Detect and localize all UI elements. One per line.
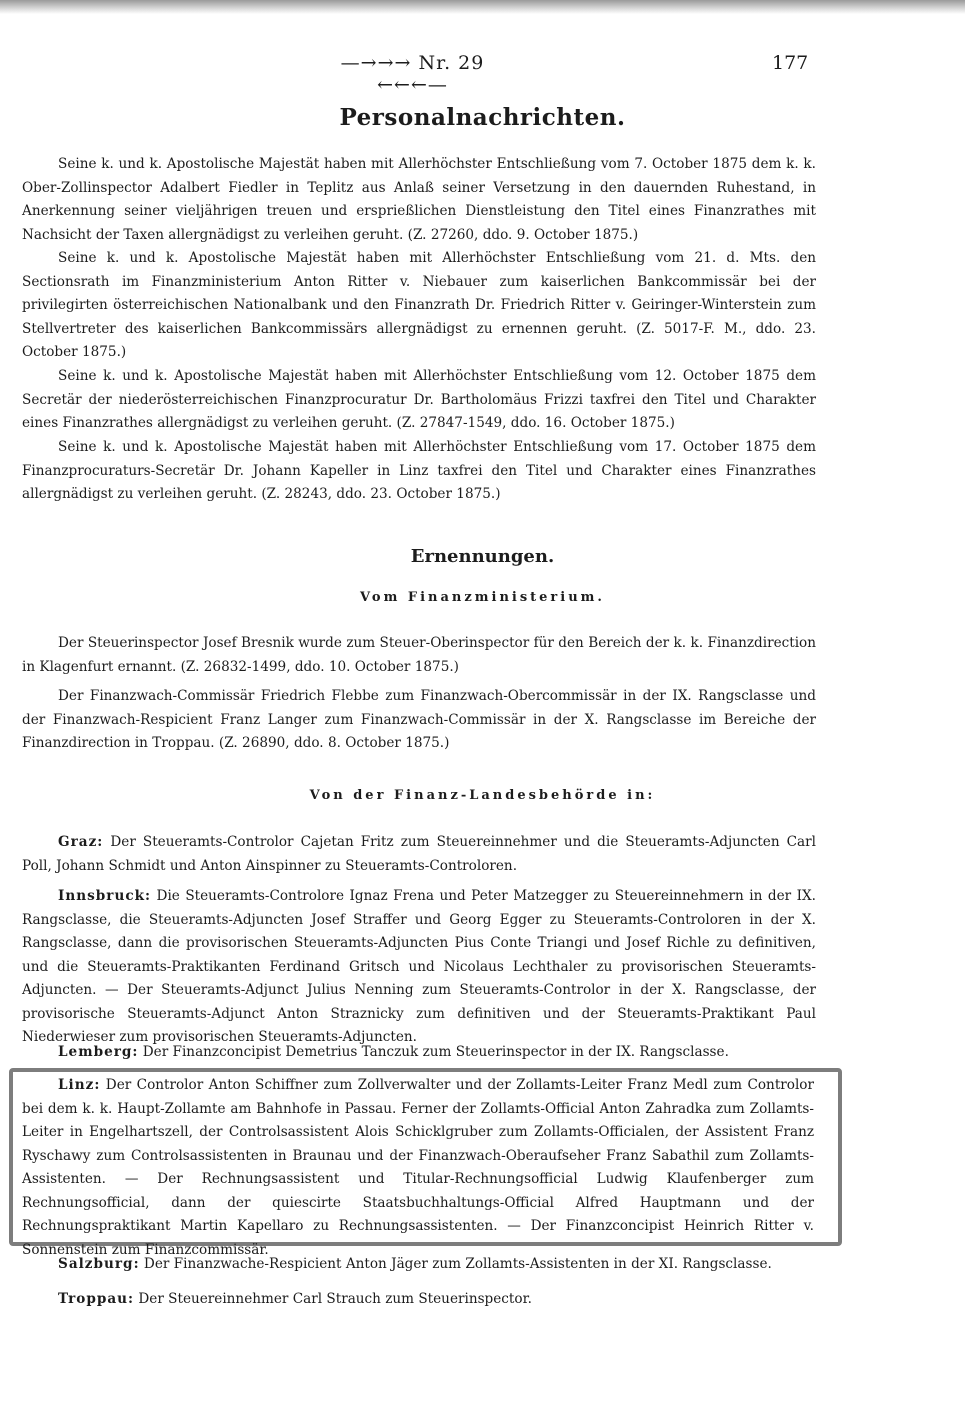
regional-entry-graz <box>22 831 816 878</box>
scan-edge <box>0 0 965 14</box>
personal-notice-2: Seine k. und k. Apostolische Majestät haben mit Allerhöchster Entschließung vom 21. d. Mts. den Sectionsrath im Finanzministerium Anton Ritter v. Niebauer zum kaiserlichen Bankcommissär bei der privilegirten österreichischen Nationalbank und den Finanzrath Dr. Friedrich Ritter v. Geiringer-Winterstein zum Stellvertreter des kaiserlichen Bankcommissärs allergnädigst zu ernennen geruht. (Z. 5017-F. M., ddo. 23. October 1875.) <box>22 250 816 360</box>
regional-heading: Von der Finanz-Landesbehörde in: <box>309 788 656 803</box>
personal-notice-3: Seine k. und k. Apostolische Majestät haben mit Allerhöchster Entschließung vom 12. October 1875 dem Secretär der niederösterreichischen Finanzprocuratur Dr. Bartholomäus Frizzi taxfrei den Titel und Charakter eines Finanzrathes allergnädigst zu verleihen geruht. (Z. 27847-1549, ddo. 16. October 1875.) <box>22 368 816 431</box>
appointments-heading: Ernennungen. <box>410 546 555 567</box>
ministry-entry-2: Der Finanzwach-Commissär Friedrich Flebbe zum Finanzwach-Obercommissär in der IX. Rangsclasse und der Finanzwach-Respicient Franz Langer zum Finanzwach-Commissär in der X. Rangsclasse im Bereiche der Finanzdirection in Troppau. (Z. 26890, ddo. 8. October 1875.) <box>22 688 816 751</box>
page-title: Personalnachrichten. <box>339 104 626 131</box>
entry-text: Der Controlor Anton Schiffner zum Zollverwalter und der Zollamts-Leiter Franz Medl zum Controlor bei dem k. k. Haupt-Zollamte am Bahnhofe in Passau. Ferner der Zollamts-Official Anton Zahradka zum Zollamts-Leiter in Engelhartszell, der Controlsassistent Alois Schicklgruber zum Zollamts-Officialen, der Assistent Franz Ryschawy zum Controlsassistenten in Braunau und der Finanzwach-Oberaufseher Franz Sabathil zum Zollamts-Assistenten. — Der Rechnungsassistent und Titular-Rechnungsofficial Ludwig Klaufenberger zum Rechnungsofficial, dann der quiescirte Staatsbuchhaltungs-Official Alfred Hauptmann und der Rechnungspraktikant Martin Kapellaro zu Rechnungsassistenten. — Der Finanzconcipist Heinrich Ritter v. Sonnenstein zum Finanzcommissär. <box>22 1077 814 1258</box>
place-name: Graz: <box>58 834 104 850</box>
regional-entry-lemberg <box>22 1041 816 1065</box>
personal-notice-4: Seine k. und k. Apostolische Majestät haben mit Allerhöchster Entschließung vom 17. October 1875 dem Finanzprocuraturs-Secretär Dr. Johann Kapeller in Linz taxfrei den Titel und Charakter eines Finanzrathes allergnädigst zu verleihen geruht. (Z. 28243, ddo. 23. October 1875.) <box>22 439 816 502</box>
ministry-entry-1: Der Steuerinspector Josef Bresnik wurde zum Steuer-Oberinspector für den Bereich der k. k. Finanzdirection in Klagenfurt ernannt. (Z. 26832-1499, ddo. 10. October 1875.) <box>22 635 816 675</box>
personal-notice-1: Seine k. und k. Apostolische Majestät haben mit Allerhöchster Entschließung vom 7. October 1875 dem k. k. Ober-Zollinspector Adalbert Fiedler in Teplitz aus Anlaß seiner Versetzung in den dauernden Ruhestand, in Anerkennung seiner vieljährigen treuen und ersprießlichen Dienstleistung den Titel eines Finanzrathes mit Nachsicht der Taxen allergnädigst zu verleihen geruht. (Z. 27260, ddo. 9. October 1875.) <box>22 156 816 243</box>
entry-text: Der Steuereinnehmer Carl Strauch zum Steuerinspector. <box>138 1291 532 1307</box>
page-header <box>0 52 965 96</box>
place-name: Innsbruck: <box>58 888 152 904</box>
entry-text: Der Steueramts-Controlor Cajetan Fritz zum Steuereinnehmer und die Steueramts-Adjuncten Carl Poll, Johann Schmidt und Anton Ainspinner zu Steueramts-Controloren. <box>22 834 816 874</box>
page-number: 177 <box>772 52 809 74</box>
place-name: Salzburg: <box>58 1256 140 1272</box>
ministry-heading: Vom Finanzministerium. <box>360 590 605 605</box>
entry-text: Der Finanzconcipist Demetrius Tanczuk zum Steuerinspector in der IX. Rangsclasse. <box>142 1044 729 1060</box>
entry-text: Die Steueramts-Controlore Ignaz Frena und Peter Matzegger zu Steuereinnehmern in der IX. Rangsclasse, die Steueramts-Adjuncten Josef Straffer und Georg Egger zu Steueramts-Controloren in der X. Rangsclasse, dann die provisorischen Steueramts-Adjuncten Pius Conte Triangi und Josef Richle zu definitiven, und die Steueramts-Praktikanten Ferdinand Gritsch und Nicolaus Lechthaler zu provisorischen Steueramts-Adjuncten. — Der Steueramts-Adjunct Julius Nenning zum Steueramts-Controlor in der X. Rangsclasse, der provisorische Steueramts-Adjunct Anton Straznicky zum definitiven und der Steueramts-Praktikant Paul Niederwieser zum provisorischen Steueramts-Adjuncten. <box>22 888 816 1045</box>
place-name: Linz: <box>58 1077 101 1093</box>
regional-entry-linz <box>22 1074 814 1262</box>
regional-entry-salzburg <box>22 1253 816 1277</box>
place-name: Troppau: <box>58 1291 135 1307</box>
issue-number: —→→→ Nr. 29 ←←←— <box>340 52 485 96</box>
regional-entry-troppau <box>22 1288 816 1312</box>
regional-entry-innsbruck <box>22 885 816 1050</box>
entry-text: Der Finanzwache-Respicient Anton Jäger zum Zollamts-Assistenten in der XI. Rangsclasse. <box>143 1256 772 1272</box>
place-name: Lemberg: <box>58 1044 139 1060</box>
